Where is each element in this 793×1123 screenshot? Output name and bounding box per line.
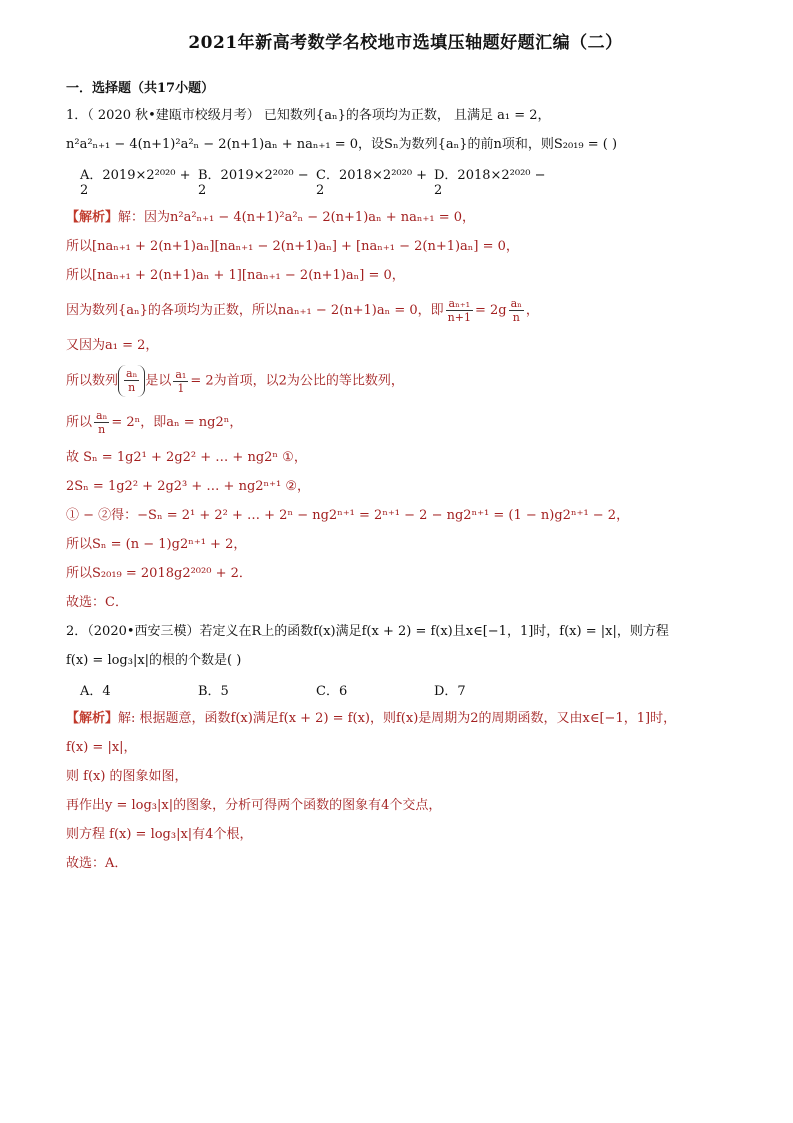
- q1-sol6-mid: 是以: [145, 373, 172, 389]
- frac-den: n: [98, 422, 106, 436]
- q1-solution-line-4: [66, 295, 745, 327]
- q2-stem-line-1: 2．（2020•西安三模）若定义在R上的函数f(x)满足f(x + 2) = f(x)且x∈[−1，1]时，f(x) = |x|，则方程: [66, 623, 669, 639]
- q2-solution-line-5: 则方程 f(x) = log₃|x|有4个根，: [66, 826, 253, 842]
- q1-sol-text: 解：因为n²a²ₙ₊₁ − 4(n+1)²a²ₙ − 2(n+1)aₙ + naₙ₊₁ = 0，: [118, 210, 476, 225]
- q1-sol6-text: 所以数列: [66, 373, 119, 389]
- q2-option-d: D．7: [434, 683, 466, 699]
- q1-solution-line-11: 所以Sₙ = (n − 1)g2ⁿ⁺¹ + 2，: [66, 536, 247, 552]
- frac-num: aₙ: [510, 297, 522, 310]
- q2-answer: 故选：A．: [66, 855, 128, 871]
- q1-option-d: D．2018×2²⁰²⁰ − 2: [434, 168, 546, 198]
- q1-solution-line-1: [66, 208, 745, 228]
- q1-answer: 故选：C．: [66, 594, 128, 610]
- frac-num: a₁: [175, 367, 187, 381]
- q1-sol7-end: = 2ⁿ，即aₙ = ng2ⁿ，: [111, 414, 243, 430]
- q1-stem-line-2: n²a²ₙ₊₁ − 4(n+1)²a²ₙ − 2(n+1)aₙ + naₙ₊₁ = 0，设Sₙ为数列{aₙ}的前n项和，则S₂₀₁₉ = ( ): [66, 137, 618, 152]
- q1-sol7-fraction: [94, 409, 109, 436]
- q2-options: [80, 680, 745, 699]
- q1-solution-line-7: [66, 407, 745, 439]
- q1-solution-line-12: 所以S₂₀₁₉ = 2018g2²⁰²⁰ + 2．: [66, 565, 252, 581]
- q2-stem-line-2: f(x) = log₃|x|的根的个数是( ): [66, 652, 242, 668]
- section-heading: 一．选择题（共17小题）: [66, 81, 215, 96]
- q1-sol4-text: 因为数列{aₙ}的各项均为正数，所以naₙ₊₁ − 2(n+1)aₙ = 0，即: [66, 303, 444, 318]
- frac-num: aₙ: [96, 408, 108, 422]
- q1-solution-line-3: 所以[naₙ₊₁ + 2(n+1)aₙ + 1][naₙ₊₁ − 2(n+1)aₙ] = 0，: [66, 268, 405, 283]
- q2-sol-text: 解: 根据题意，函数f(x)满足f(x + 2) = f(x)，则f(x)是周期为2的周期函数，又由x∈[−1，1]时，: [118, 710, 677, 726]
- q2-option-b: B．5: [198, 683, 229, 699]
- frac-num: aₙ: [126, 367, 138, 380]
- q1-sol4-fraction: [446, 297, 473, 324]
- frac-den: n: [512, 311, 520, 324]
- q1-sol7-text: 所以: [66, 414, 93, 430]
- q1-solution-line-2: 所以[naₙ₊₁ + 2(n+1)aₙ][naₙ₊₁ − 2(n+1)aₙ] + [naₙ₊₁ − 2(n+1)aₙ] = 0，: [66, 239, 519, 254]
- frac-den: n+1: [447, 311, 471, 324]
- q1-sol4-fraction-2: [509, 297, 524, 324]
- sequence-brace: [118, 365, 145, 397]
- q2-solution-line-1: [66, 709, 745, 729]
- q1-option-b: B．2019×2²⁰²⁰ − 2: [198, 168, 309, 198]
- q1-sol4-eq: = 2g: [474, 303, 507, 318]
- q1-solution-line-6: [66, 365, 745, 398]
- q1-option-c: C．2018×2²⁰²⁰ + 2: [316, 168, 428, 198]
- q2-solution-line-4: 再作出y = log₃|x|的图象，分析可得两个函数的图象有4个交点，: [66, 797, 442, 813]
- q1-sol4-end: ，: [525, 303, 539, 318]
- q2-solution-line-3: 则 f(x) 的图象如图，: [66, 768, 188, 784]
- frac-den: n: [128, 381, 136, 394]
- q1-solution-line-9: 2Sₙ = 1g2² + 2g2³ + … + ng2ⁿ⁺¹ ②，: [66, 478, 311, 494]
- q2-option-c: C．6: [316, 683, 348, 699]
- q1-option-a: A．2019×2²⁰²⁰ + 2: [80, 168, 191, 198]
- q1-sol6-end: = 2为首项，以2为公比的等比数列，: [190, 373, 404, 389]
- q1-solution-line-10: ① − ②得：−Sₙ = 2¹ + 2² + … + 2ⁿ − ng2ⁿ⁺¹ = 2ⁿ⁺¹ − 2 − ng2ⁿ⁺¹ = (1 − n)g2ⁿ⁺¹ − 2，: [66, 507, 630, 523]
- q1-solution-line-8: 故 Sₙ = 1g2¹ + 2g2² + … + ng2ⁿ ①，: [66, 449, 307, 465]
- q1-solution-line-5: 又因为a₁ = 2，: [66, 338, 159, 353]
- frac-num: aₙ₊₁: [446, 297, 473, 311]
- q1-options: [80, 164, 745, 198]
- q2-analysis-tag: 【解析】: [66, 710, 119, 726]
- q2-option-a: A．4: [80, 683, 111, 699]
- q1-stem-line-1: 1．（ 2020 秋•建瓯市校级月考） 已知数列{aₙ}的各项均为正数， 且满足 a₁ = 2，: [66, 108, 551, 123]
- q2-solution-line-2: f(x) = |x|，: [66, 739, 137, 755]
- page-title: 2021年新高考数学名校地市选填压轴题好题汇编（二）: [188, 33, 623, 53]
- frac-den: 1: [177, 381, 185, 395]
- q1-sol6-fraction-2: [173, 368, 188, 395]
- q1-analysis-tag: 【解析】: [66, 210, 119, 225]
- q1-sol6-fraction: [124, 367, 139, 394]
